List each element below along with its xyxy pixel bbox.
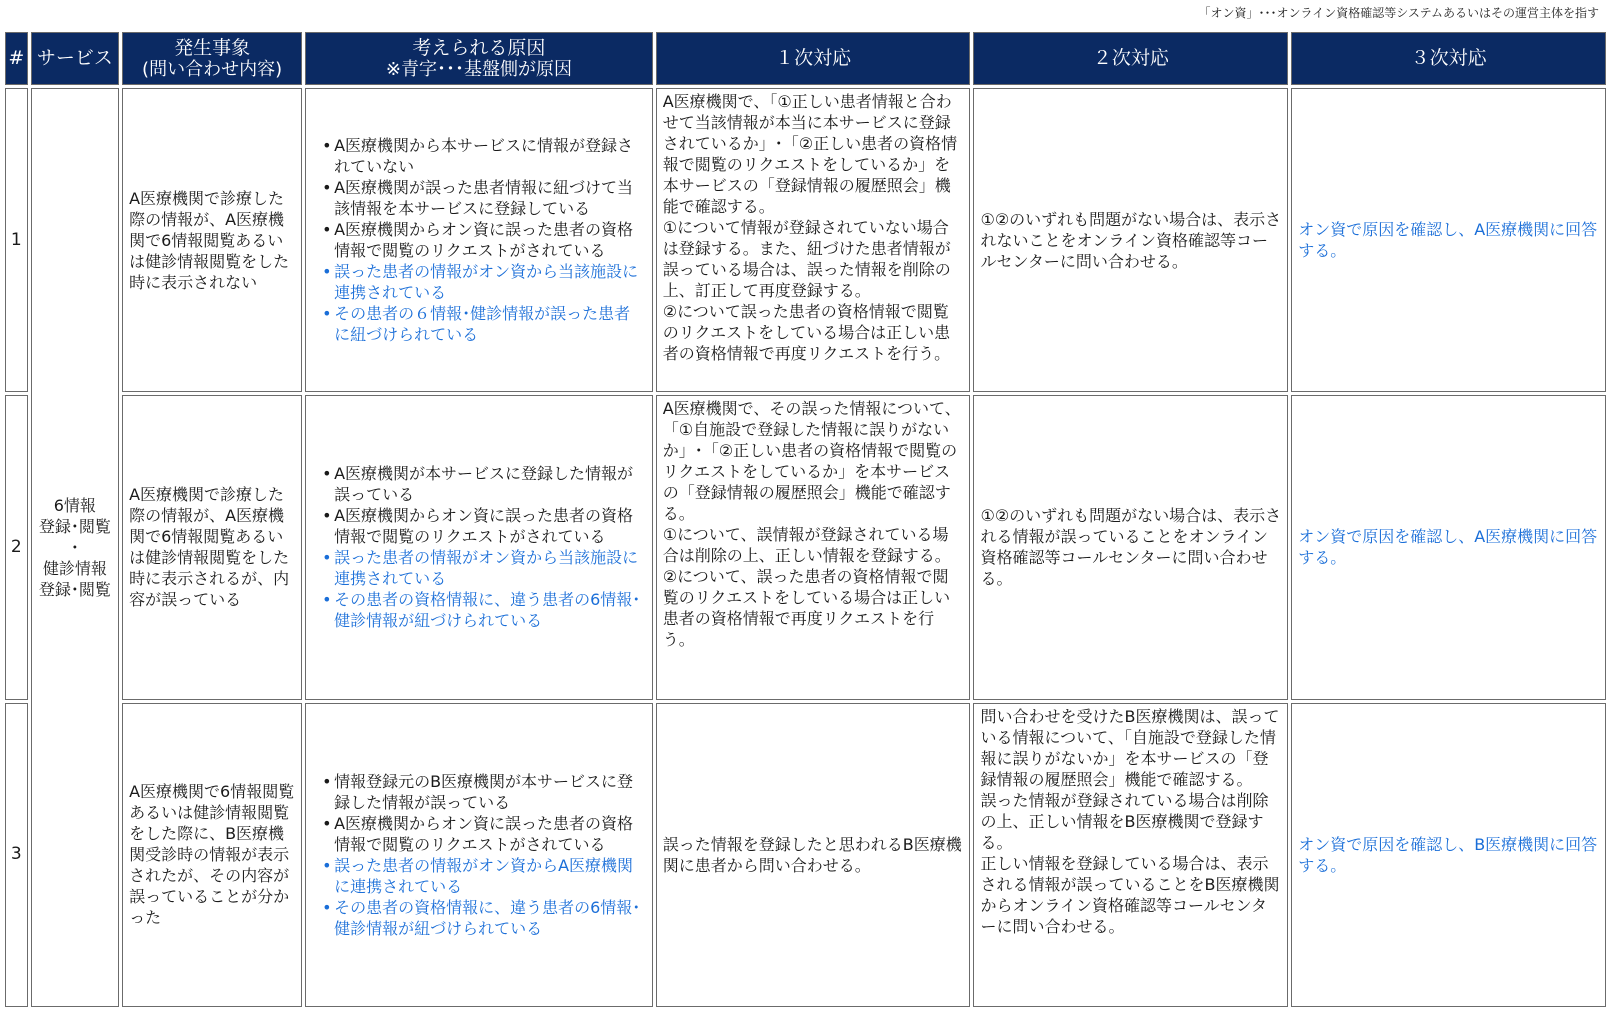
service-line: 6情報: [53, 496, 96, 515]
first-response-cell: 誤った情報を登録したと思われるB医療機関に患者から問い合わせる。: [656, 703, 971, 1007]
header-event-line1: 発生事象: [174, 36, 251, 59]
cause-item: • A医療機関からオン資に誤った患者の資格情報で閲覧のリクエストがされている: [322, 813, 646, 855]
first-response-text: A医療機関で、その誤った情報について、「①自施設で登録した情報に誤りがないか」･「②正しい患者の資格情報で閲覧のリクエストをしているか」を本サービスの「登録情報の履歴照会」機能で確認する。 ①について、誤情報が登録されている場合は削除の上、正しい情報を登録する。 ②について、誤った患者の資格情報で閲覧のリクエストをしている場合は正しい患者の資格情報で再度リクエストを行う。: [662, 399, 961, 650]
table-row: [5, 88, 1606, 392]
second-response-cell: ①②のいずれも問題がない場合は、表示される情報が誤っていることをオンライン資格確認等コールセンターに問い合わせる。: [973, 395, 1288, 699]
cause-item: • A医療機関が誤った患者情報に紐づけて当該情報を本サービスに登録している: [322, 177, 646, 219]
header-second-response: ２次対応: [973, 32, 1288, 85]
header-event-line2: (問い合わせ内容): [142, 58, 283, 80]
cause-item: • A医療機関から本サービスに情報が登録されていない: [322, 135, 646, 177]
header-row: [5, 32, 1606, 85]
cause-item: • 情報登録元のB医療機関が本サービスに登録した情報が誤っている: [322, 771, 646, 813]
cause-cell: [305, 88, 653, 392]
event-cell: A医療機関で診療した際の情報が、A医療機関で6情報閲覧あるいは健診情報閲覧をした時に表示されるが、内容が誤っている: [122, 395, 302, 699]
table-row: [5, 395, 1606, 699]
third-response-cell: オン資で原因を確認し、B医療機関に回答する。: [1291, 703, 1606, 1007]
service-line: 登録･閲覧: [38, 580, 111, 599]
header-service: サービス: [31, 32, 119, 85]
cause-item-platform: • その患者の資格情報に、違う患者の6情報･健診情報が紐づけられている: [322, 897, 646, 939]
troubleshooting-table: [2, 29, 1609, 1010]
cause-item-platform: • 誤った患者の情報がオン資からA医療機関に連携されている: [322, 855, 646, 897]
cause-list: [312, 771, 646, 939]
header-third-response: ３次対応: [1291, 32, 1606, 85]
header-first-response: １次対応: [656, 32, 971, 85]
header-num: #: [5, 32, 28, 85]
cause-item-platform: • 誤った患者の情報がオン資から当該施設に連携されている: [322, 547, 646, 589]
header-cause: [305, 32, 653, 85]
row-number: 2: [5, 395, 28, 699]
service-cell: [31, 88, 119, 1007]
event-cell: A医療機関で診療した際の情報が、A医療機関で6情報閲覧あるいは健診情報閲覧をした時に表示されない: [122, 88, 302, 392]
abbreviation-note: 「オン資」･･･オンライン資格確認等システムあるいはその運営主体を指す: [1198, 6, 1599, 20]
third-response-cell: オン資で原因を確認し、A医療機関に回答する。: [1291, 395, 1606, 699]
service-line: 健診情報: [42, 559, 107, 578]
second-response-cell: [973, 703, 1288, 1007]
second-response-cell: ①②のいずれも問題がない場合は、表示されないことをオンライン資格確認等コールセンターに問い合わせる。: [973, 88, 1288, 392]
cause-item: • A医療機関からオン資に誤った患者の資格情報で閲覧のリクエストがされている: [322, 219, 646, 261]
second-response-text: 問い合わせを受けたB医療機関は、誤っている情報について、「自施設で登録した情報に誤りがないか」を本サービスの「登録情報の履歴照会」機能で確認する。 誤った情報が登録されている場合は削除の上、正しい情報をB医療機関で登録する。 正しい情報を登録している場合は、表示される情報が誤っていることをB医療機関からオンライン資格確認等コールセンターに問い合わせる。: [980, 706, 1280, 936]
table-row: [5, 703, 1606, 1007]
header-event: [122, 32, 302, 85]
cause-item: • A医療機関が本サービスに登録した情報が誤っている: [322, 463, 646, 505]
row-number: 3: [5, 703, 28, 1007]
cause-list: [312, 135, 646, 345]
cause-cell: [305, 703, 653, 1007]
cause-list: [312, 463, 646, 631]
cause-cell: [305, 395, 653, 699]
cause-item-platform: • その患者の資格情報に、違う患者の6情報･健診情報が紐づけられている: [322, 589, 646, 631]
first-response-cell: [656, 395, 971, 699]
first-response-text: A医療機関で、「①正しい患者情報と合わせて当該情報が本当に本サービスに登録されているか」･「②正しい患者の資格情報で閲覧のリクエストをしているか」を本サービスの「登録情報の履歴照会」機能で確認する。 ①について情報が登録されていない場合は登録する。また、紐づけた患者情報が誤っている場合は、誤った情報を削除の上、訂正して再度登録する。 ②について誤った患者の資格情報で閲覧のリクエストをしている場合は正しい患者の資格情報で再度リクエストを行う。: [662, 92, 958, 363]
third-response-cell: オン資で原因を確認し、A医療機関に回答する。: [1291, 88, 1606, 392]
service-line: 登録･閲覧: [38, 517, 111, 536]
row-number: 1: [5, 88, 28, 392]
header-cause-line2: ※青字･･･基盤側が原因: [385, 58, 572, 80]
cause-item: • A医療機関からオン資に誤った患者の資格情報で閲覧のリクエストがされている: [322, 505, 646, 547]
event-cell: A医療機関で6情報閲覧あるいは健診情報閲覧をした際に、B医療機関受診時の情報が表示されたが、その内容が誤っていることが分かった: [122, 703, 302, 1007]
first-response-cell: [656, 88, 971, 392]
cause-item-platform: • その患者の６情報･健診情報が誤った患者に紐づけられている: [322, 303, 646, 345]
header-cause-line1: 考えられる原因: [412, 36, 546, 59]
cause-item-platform: • 誤った患者の情報がオン資から当該施設に連携されている: [322, 261, 646, 303]
service-line: ・: [66, 538, 83, 557]
